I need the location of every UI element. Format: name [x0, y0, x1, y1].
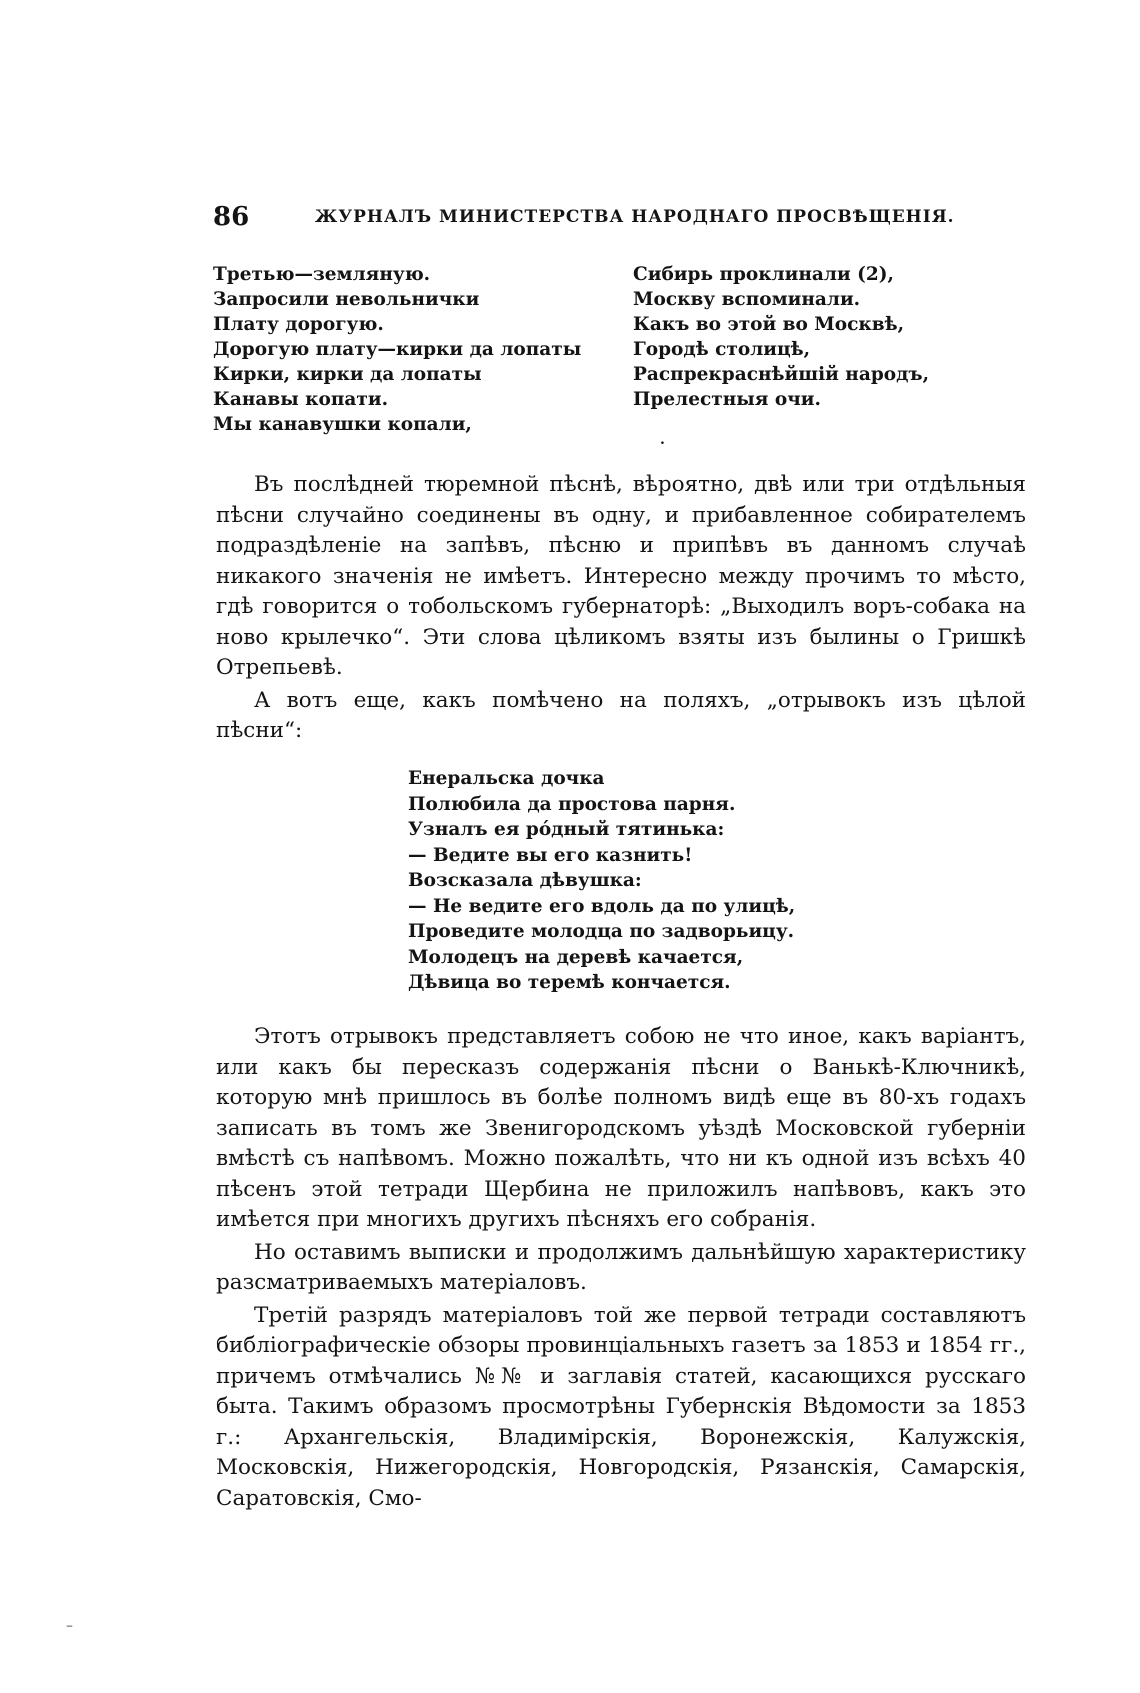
page-header	[213, 202, 955, 234]
poem-line: Дѣвица во теремѣ кончается.	[408, 972, 731, 993]
poem-line: — Не ведите его вдоль да по улицѣ,	[408, 895, 796, 917]
song-line: Распрекраснѣйшій народъ,	[633, 364, 930, 385]
poem-line: Возсказала дѣвушка:	[408, 870, 642, 891]
song-line: Городѣ столицѣ,	[633, 339, 811, 360]
running-title: ЖУРНАЛЪ МИНИСТЕРСТВА НАРОДНАГО ПРОСВѢЩЕНІЯ.	[315, 207, 955, 227]
song-line: Канавы копати.	[213, 389, 389, 410]
poem-fragment	[408, 766, 795, 996]
stray-dot: .	[660, 432, 665, 448]
song-line: Сибирь проклинали (2),	[633, 264, 894, 285]
song-left-column	[213, 262, 581, 437]
poem-line: — Ведите вы его казнить!	[408, 844, 693, 866]
paragraph: Но оставимъ выписки и продолжимъ дальнѣйшую характеристику разсматриваемыхъ матеріаловъ.	[216, 1239, 1026, 1295]
paragraph: Третій разрядъ матеріаловъ той же первой тетради составляютъ библіографическіе обзоры провинціальныхъ газетъ за 1853 и 1854 гг., причемъ отмѣчались №№ и заглавія статей, касающихся русскаго быта. Такимъ образомъ просмотрѣны Губернскія Вѣдомости за 1853 г.: Архангельскія, Владимірскія, Воронежскія, Калужскія, Московскія, Нижегородскія, Новгородскія, Рязанскія, Самарскія, Саратовскія, Смо-	[216, 1302, 1026, 1511]
poem-line: Полюбила да простова парня.	[408, 793, 736, 815]
song-line: Плату дорогую.	[213, 314, 384, 335]
poem-line: Узналъ ея рóдный тятинька:	[408, 819, 725, 840]
paragraph: Въ послѣдней тюремной пѣснѣ, вѣроятно, двѣ или три отдѣльныя пѣсни случайно соединены въ одну, и прибавленное собирателемъ подраздѣленіе на запѣвъ, пѣсню и припѣвъ въ данномъ случаѣ никакого значенія не имѣетъ. Интересно между прочимъ то мѣсто, гдѣ говорится о тобольскомъ губернаторѣ: „Выходилъ воръ-собака на ново крылечко“. Эти слова цѣликомъ взяты изъ былины о Гришкѣ Отрепьевѣ.	[216, 472, 1026, 680]
song-line: Прелестныя очи.	[633, 389, 821, 410]
song-line: Москву вспоминали.	[633, 289, 861, 310]
paragraph: А вотъ еще, какъ помѣчено на поляхъ, „отрывокъ изъ цѣлой пѣсни“:	[216, 687, 1026, 743]
song-right-column	[633, 262, 929, 412]
paragraph: Этотъ отрывокъ представляетъ собою не что иное, какъ варіантъ, или какъ бы пересказъ содержанія пѣсни о Ванькѣ-Ключникѣ, которую мнѣ пришлось въ болѣе полномъ видѣ еще въ 80-хъ годахъ записать въ томъ же Звенигородскомъ уѣздѣ Московской губерніи вмѣстѣ съ напѣвомъ. Можно пожалѣть, что ни къ одной изъ всѣхъ 40 пѣсенъ этой тетради Щербина не приложилъ напѣвовъ, какъ это имѣется при многихъ другихъ пѣсняхъ его собранія.	[216, 1024, 1026, 1232]
page-number: 86	[213, 202, 250, 232]
body-text-after-poem	[216, 1022, 1026, 1514]
song-line: Кирки, кирки да лопаты	[213, 364, 482, 385]
song-line: Мы канавушки копали,	[213, 414, 472, 435]
body-text-before-poem	[216, 470, 1026, 747]
song-line: Какъ во этой во Москвѣ,	[633, 314, 905, 335]
margin-dash: –	[66, 1618, 73, 1634]
song-line: Дорогую плату—кирки да лопаты	[213, 339, 582, 360]
song-line: Третью—земляную.	[213, 264, 431, 285]
song-line: Запросили невольнички	[213, 289, 480, 310]
poem-line: Енеральска дочка	[408, 768, 605, 789]
poem-line: Проведите молодца по задворьицу.	[408, 921, 795, 942]
poem-line: Молодецъ на деревѣ качается,	[408, 946, 744, 968]
